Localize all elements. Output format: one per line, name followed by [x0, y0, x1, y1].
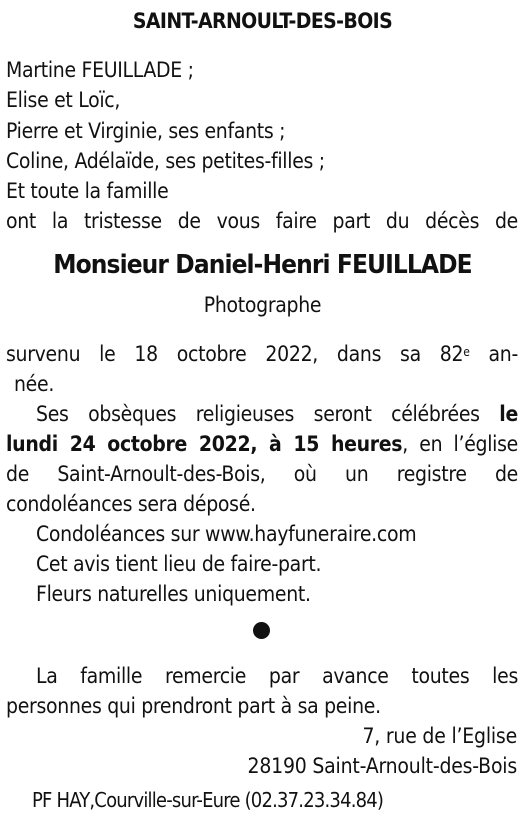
funeral-text-b: , en l’église [402, 432, 518, 456]
thanks-line-1: La famille remercie par avance toutes les [36, 664, 518, 688]
funeral-line-3: de Saint-Arnoult-des-Bois, où un registre de [6, 462, 518, 486]
separator-bullet [253, 622, 270, 639]
deceased-name: Monsieur Daniel-Henri FEUILLADE [53, 250, 472, 280]
flowers-line: Fleurs naturelles uniquement. [36, 582, 311, 606]
notice-line: Cet avis tient lieu de faire-part. [36, 552, 322, 576]
funeral-line-4: condoléances sera déposé. [6, 492, 256, 516]
funeral-text-a: Ses obsèques religieuses seront célébrées [36, 402, 500, 426]
funeral-datetime: lundi 24 octobre 2022, à 15 heures [6, 432, 403, 456]
death-text-a: survenu le 18 octobre 2022, dans sa 82 [6, 342, 464, 366]
funeral-line-1 [36, 402, 518, 426]
death-line-1 [6, 342, 518, 366]
address-street: 7, rue de l’Eglise [362, 724, 517, 748]
death-text-b: an- [469, 342, 518, 366]
family-line-2: Elise et Loïc, [6, 88, 121, 112]
deceased-profession: Photographe [203, 293, 322, 317]
family-line-1: Martine FEUILLADE ; [6, 58, 194, 82]
death-line-2: née. [14, 372, 55, 396]
family-line-5: Et toute la famille [6, 179, 169, 203]
condolences-website: Condoléances sur www.hayfuneraire.com [36, 522, 417, 546]
family-line-3: Pierre et Virginie, ses enfants ; [6, 119, 286, 143]
funeral-home-contact: PF HAY,Courville-sur-Eure (02.37.23.34.84) [32, 788, 384, 812]
family-line-6: ont la tristesse de vous faire part du décès de [6, 209, 518, 233]
town-heading: SAINT-ARNOULT-DES-BOIS [132, 9, 393, 33]
funeral-line-2 [6, 432, 518, 456]
thanks-line-2: personnes qui prendront part à sa peine. [6, 694, 381, 718]
address-city: 28190 Saint-Arnoult-des-Bois [247, 754, 517, 778]
funeral-text-bold-a: le [499, 402, 518, 426]
ordinal-suffix: e [463, 345, 470, 359]
family-line-4: Coline, Adélaïde, ses petites-filles ; [6, 149, 325, 173]
